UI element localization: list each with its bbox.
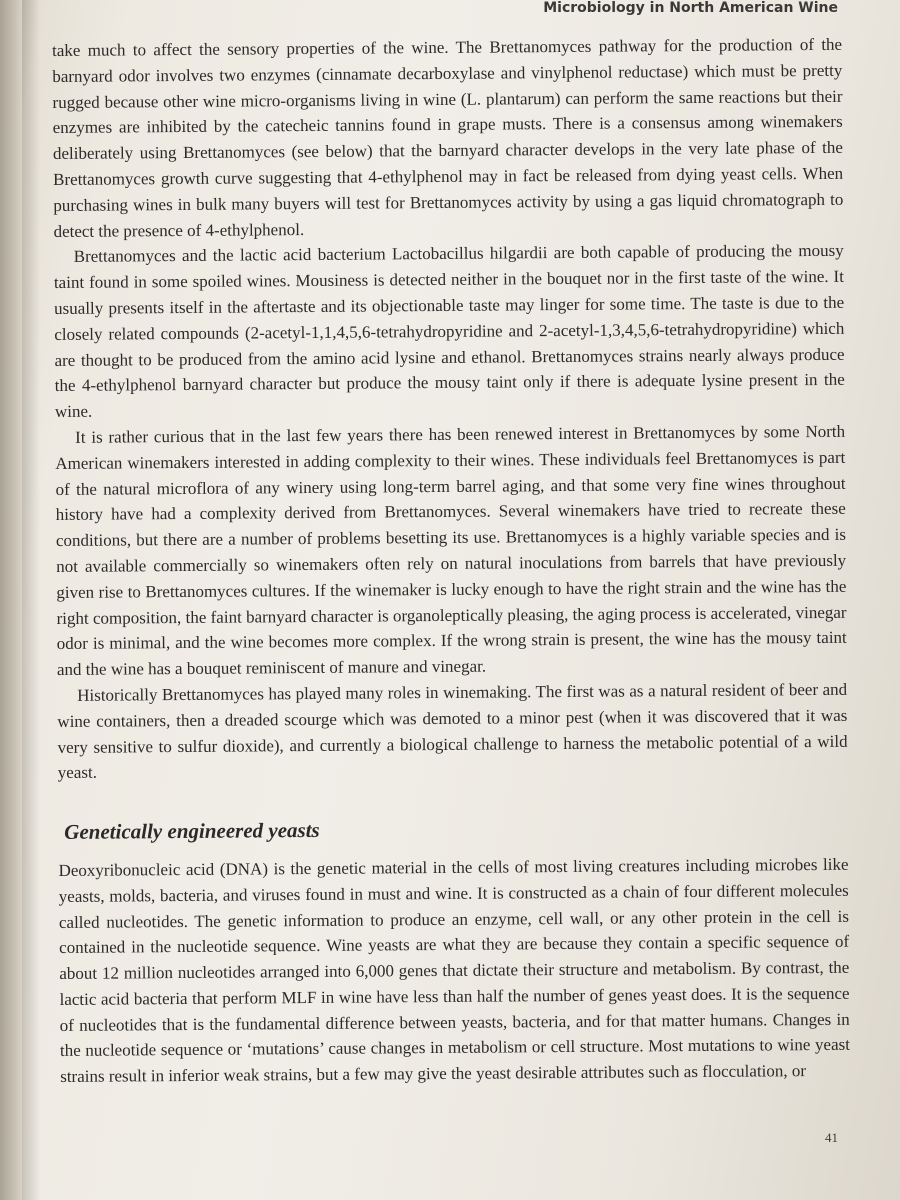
facing-page-edge [0,0,22,1200]
paragraph-historical-roles: Historically Brettanomyces has played many roles in winemaking. The first was as a natural resident of beer and wine containers, then a dreaded scourge which was demoted to a minor pest (when it was discovered that it was very sensitive to sulfur dioxide), and currently a biological challenge to harness the metabolic potential of a wild yeast. [57,679,848,783]
paragraph-continued: take much to affect the sensory properties of the wine. The Brettanomyces pathway for the production of the barnyard odor involves two enzymes (cinnamate decarboxylase and vinylphenol reductase) which must be pretty rugged because other wine micro-organisms living in wine (L. plantarum) can perform the same reactions but their enzymes are inhibited by the catecheic tannins found in grape musts. There is a consensus among winemakers deliberately using Brettanomyces (see below) that the barnyard character develops in the very late phase of the Brettanomyces growth curve suggesting that 4-ethylphenol may in fact be released from dying yeast cells. When purchasing wines in bulk many buyers will test for Brettanomyces activity by using a gas liquid chromatograph to detect the presence of 4-ethylphenol. [52,34,844,241]
paragraph-dna: Deoxyribonucleic acid (DNA) is the genetic material in the cells of most living creatures including microbes like yeasts, molds, bacteria, and viruses found in must and wine. It is constructed as a chain of four different molecules called nucleotides. The genetic information to produce an enzyme, cell wall, or any other protein in the cell is contained in the nucleotide sequence. Wine yeasts are what they are because they contain a specific sequence of about 12 million nucleotides arranged into 6,000 genes that dictate their structure and metabolism. By contrast, the lactic acid bacteria that perform MLF in wine have less than half the number of genes yeast does. It is the sequence of nucleotides that is the fundamental difference between yeasts, bacteria, and for that matter humans. Changes in the nucleotide sequence or ‘mutations’ cause changes in metabolism or cell structure. Most mutations to wine yeast strains result in inferior weak strains, but a few may give the yeast desirable attributes such as flocculation, or [58,854,851,1087]
running-head: Microbiology in North American Wine [543,0,838,16]
gutter-shadow [22,0,40,1200]
paragraph-renewed-interest: It is rather curious that in the last few years there has been renewed interest in Brettanomyces by some North American winemakers interested in adding complexity to their wines. These individuals feel Brettanomyces is part of the natural microflora of any winery using long-term barrel aging, and that some very fine wines throughout history have had a complexity derived from Brettanomyces. Several winemakers have tried to recreate these conditions, but there are a number of problems besetting its use. Brettanomyces is a highly variable species and is not available commercially so winemakers often rely on natural inoculations from barrels that have previously given rise to Brettanomyces cultures. If the winemaker is lucky enough to have the right strain and the wine has the right composition, the faint barnyard character is organoleptically pleasing, the aging process is accelerated, vinegar odor is minimal, and the wine becomes more complex. If the wrong strain is present, the wine has the mousy taint and the wine has a bouquet reminiscent of manure and vinegar. [55,421,847,680]
section-heading: Genetically engineered yeasts [64,818,320,845]
page-number: 41 [825,1130,838,1145]
body-text [52,32,850,1090]
paragraph-mousy-taint: Brettanomyces and the lactic acid bacterium Lactobacillus hilgardii are both capable of producing the mousy taint found in some spoiled wines. Mousiness is detected neither in the bouquet nor in the first taste of the wine. It usually presents itself in the aftertaste and its objectionable taste may linger for some time. The taste is due to the closely related compounds (2-acetyl-1,1,4,5,6-tetrahydropyridine and 2-acetyl-1,3,4,5,6-tetrahydropyridine) which are thought to be produced from the amino acid lysine and ethanol. Brettanomyces strains nearly always produce the 4-ethylphenol barnyard character but produce the mousy taint only if there is adequate lysine present in the wine. [53,241,845,422]
